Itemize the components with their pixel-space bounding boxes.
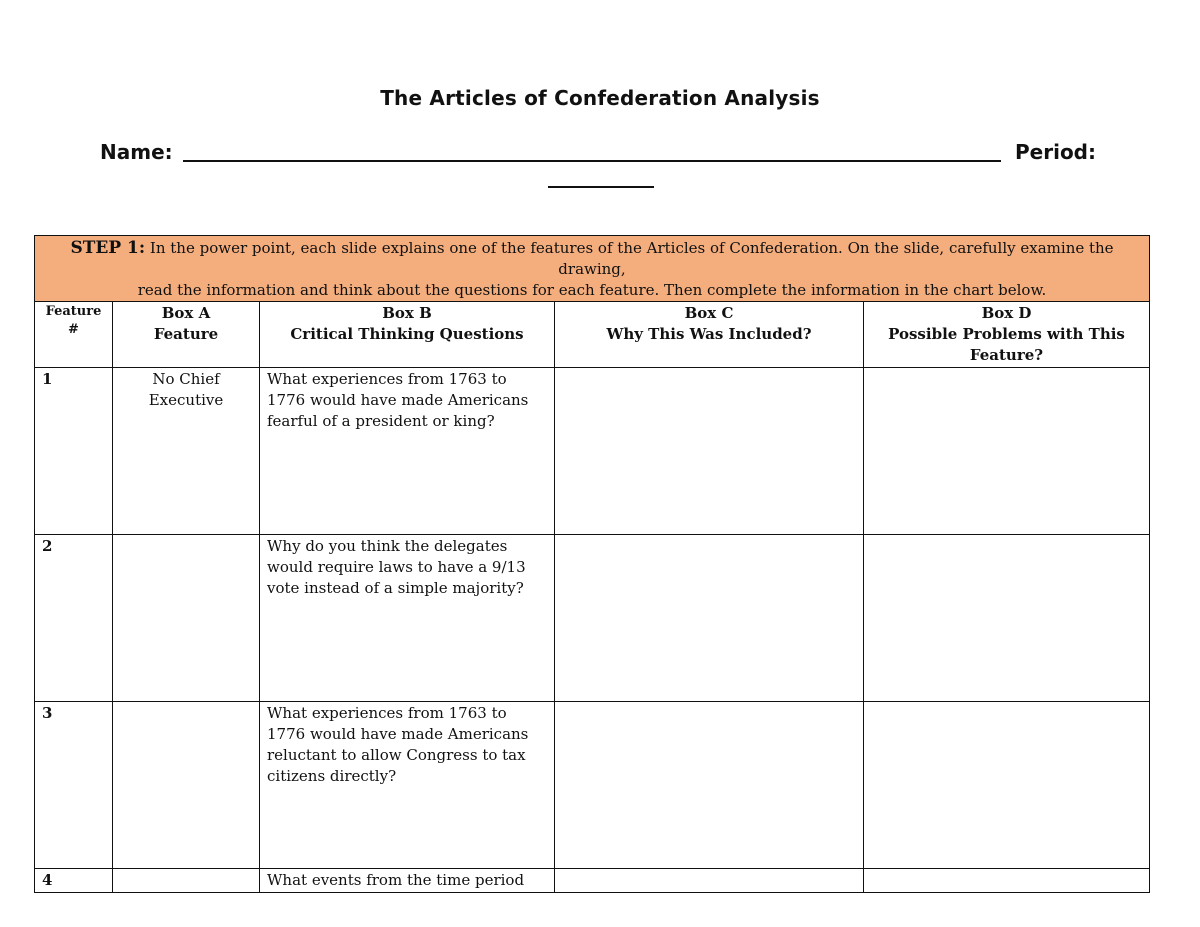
header-box-a-line1: Box A <box>161 304 211 322</box>
period-field[interactable] <box>548 186 654 188</box>
name-label: Name: <box>100 140 173 164</box>
question-cell: What events from the time period <box>260 869 555 893</box>
name-field[interactable] <box>183 160 1001 162</box>
header-box-b-line1: Box B <box>382 304 432 322</box>
question-cell: What experiences from 1763 to 1776 would have made Americans fearful of a president or king? <box>260 368 555 535</box>
row-number: 1 <box>35 368 113 535</box>
instructions-line-1: In the power point, each slide explains one of the features of the Articles of Confederation. On the slide, carefully examine the drawing, <box>149 239 1114 278</box>
instructions-line-2: read the information and think about the questions for each feature. Then complete the information in the chart below. <box>137 281 1047 299</box>
header-box-a-line2: Feature <box>153 325 219 343</box>
instructions-banner <box>35 236 1150 302</box>
feature-cell[interactable] <box>113 535 260 702</box>
feature-cell[interactable]: No Chief Executive <box>113 368 260 535</box>
table-row <box>35 869 1150 893</box>
header-box-d-line1: Box D <box>981 304 1032 322</box>
analysis-table <box>34 235 1150 893</box>
row-number: 2 <box>35 535 113 702</box>
header-box-a <box>113 302 260 368</box>
why-included-cell[interactable] <box>555 702 864 869</box>
header-box-d-line2: Possible Problems with This Feature? <box>888 325 1125 364</box>
header-box-c <box>555 302 864 368</box>
why-included-cell[interactable] <box>555 869 864 893</box>
document-title: The Articles of Confederation Analysis <box>380 86 820 110</box>
table-row <box>35 535 1150 702</box>
possible-problems-cell[interactable] <box>864 869 1150 893</box>
why-included-cell[interactable] <box>555 368 864 535</box>
header-row <box>35 302 1150 368</box>
header-box-c-line2: Why This Was Included? <box>606 325 812 343</box>
feature-cell[interactable] <box>113 702 260 869</box>
header-feature-number <box>35 302 113 368</box>
feature-cell[interactable] <box>113 869 260 893</box>
header-box-b <box>260 302 555 368</box>
why-included-cell[interactable] <box>555 535 864 702</box>
question-cell: What experiences from 1763 to 1776 would have made Americans reluctant to allow Congress to tax citizens directly? <box>260 702 555 869</box>
step-label: STEP 1: <box>70 238 146 258</box>
header-feature-number-line2: # <box>68 322 79 337</box>
possible-problems-cell[interactable] <box>864 535 1150 702</box>
row-number: 4 <box>35 869 113 893</box>
question-cell: Why do you think the delegates would require laws to have a 9/13 vote instead of a simple majority? <box>260 535 555 702</box>
header-box-c-line1: Box C <box>684 304 734 322</box>
table-row <box>35 702 1150 869</box>
row-number: 3 <box>35 702 113 869</box>
header-box-d <box>864 302 1150 368</box>
possible-problems-cell[interactable] <box>864 368 1150 535</box>
possible-problems-cell[interactable] <box>864 702 1150 869</box>
header-feature-number-line1: Feature <box>45 304 102 319</box>
table-row <box>35 368 1150 535</box>
header-box-b-line2: Critical Thinking Questions <box>290 325 524 343</box>
period-label: Period: <box>1015 140 1096 164</box>
